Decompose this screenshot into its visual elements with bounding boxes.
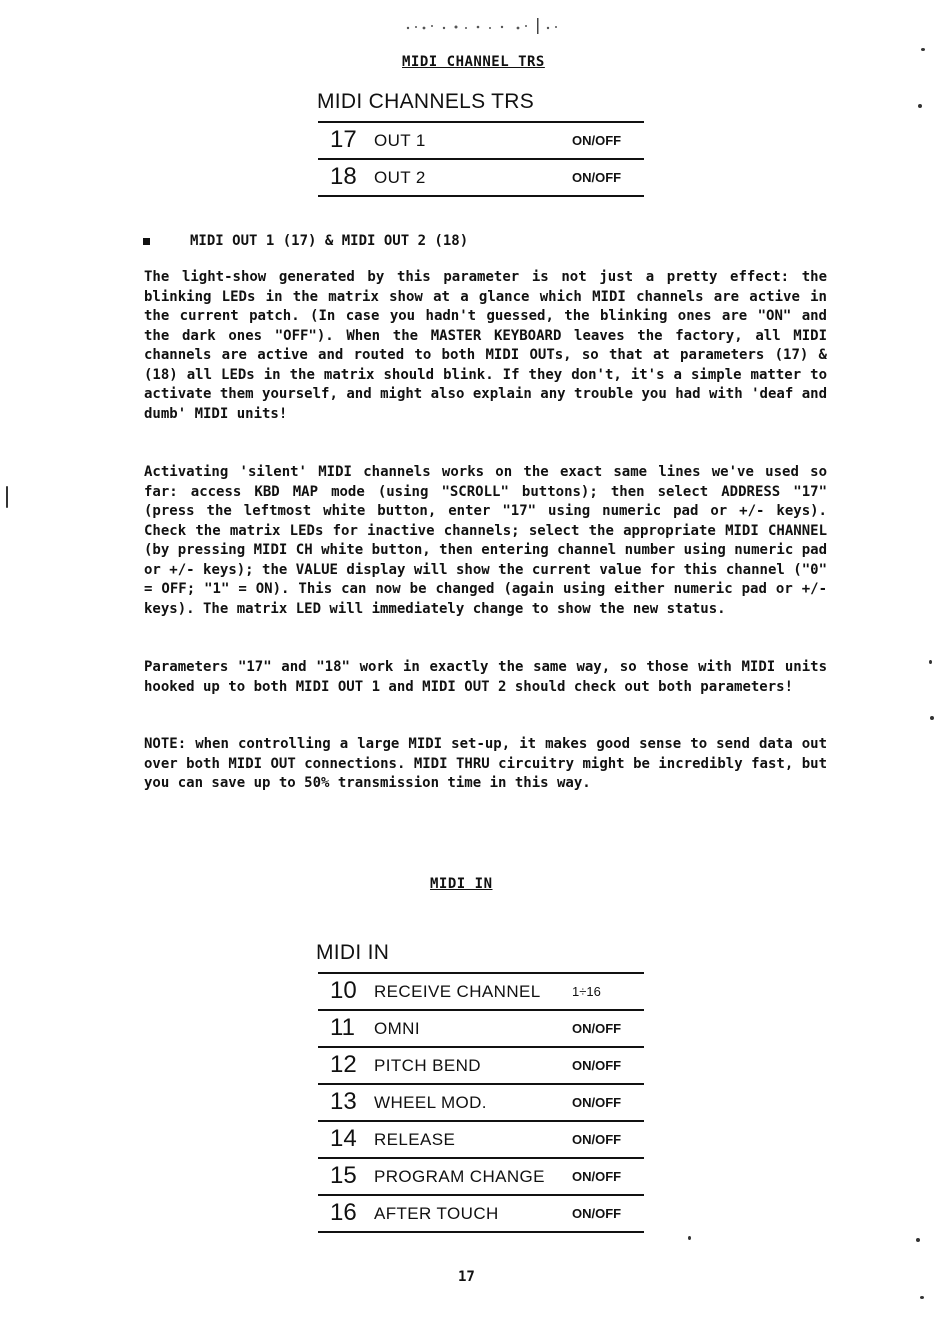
param-range: ON/OFF (572, 1132, 622, 1147)
bullet-icon (143, 238, 150, 245)
param-range: ON/OFF (572, 170, 622, 185)
table-row (318, 1159, 644, 1196)
param-number: 18 (330, 163, 357, 190)
subsection-heading-text: MIDI OUT 1 (17) & MIDI OUT 2 (18) (190, 233, 469, 249)
param-number: 14 (330, 1125, 357, 1152)
param-number: 11 (330, 1014, 355, 1041)
param-label: PITCH BEND (374, 1056, 481, 1075)
param-label: WHEEL MOD. (374, 1093, 487, 1112)
param-label: AFTER TOUCH (374, 1204, 499, 1223)
trs-table (318, 121, 644, 197)
midi-in-table-title: MIDI IN (316, 941, 390, 964)
param-number: 13 (330, 1088, 357, 1115)
page-number: 17 (458, 1269, 475, 1285)
param-range: ON/OFF (572, 1058, 622, 1073)
param-range: ON/OFF (572, 1169, 622, 1184)
scan-speck (6, 486, 8, 508)
subsection-heading (143, 233, 468, 249)
scan-speck (930, 716, 934, 720)
param-label: OUT 1 (374, 131, 426, 150)
body-paragraph: The light-show generated by this parameter is not just a pretty effect: the blinking LEDs in the matrix show at a glance which MIDI channels are active in the current patch. (In case you hadn't guessed, the blinking ones are "ON" and the dark ones "OFF"). When the MASTER KEYBOARD leaves the factory, all MIDI channels are active and routed to both MIDI OUTs, so that at parameters (17) & (18) all LEDs in the matrix should blink. If they don't, it's a simple matter to activate them yourself, and might also explain any trouble you had with 'deaf and dumb' MIDI units! (144, 269, 827, 422)
table-row (318, 1085, 644, 1122)
param-label: RECEIVE CHANNEL (374, 982, 541, 1001)
param-number: 16 (330, 1199, 357, 1226)
param-number: 15 (330, 1162, 357, 1189)
note-paragraph: NOTE: when controlling a large MIDI set-up, it makes good sense to send data out over both MIDI OUT connections. MIDI THRU circuitry might be incredibly fast, but you can save up to 50% transmission time in this way. (144, 736, 827, 791)
table-row (318, 1122, 644, 1159)
param-label: OMNI (374, 1019, 420, 1038)
table-row (318, 1048, 644, 1085)
body-paragraph: Parameters "17" and "18" work in exactly the same way, so those with MIDI units hooked up to both MIDI OUT 1 and MIDI OUT 2 should check out both parameters! (144, 659, 827, 695)
param-label: OUT 2 (374, 168, 426, 187)
section-heading-trs: MIDI CHANNEL TRS (402, 54, 545, 70)
param-range: ON/OFF (572, 1206, 622, 1221)
table-row (318, 1196, 644, 1233)
param-range: ON/OFF (572, 1021, 622, 1036)
param-label: RELEASE (374, 1130, 456, 1149)
param-range: ON/OFF (572, 1095, 622, 1110)
param-range: ON/OFF (572, 133, 622, 148)
table-row (318, 160, 644, 197)
param-label: PROGRAM CHANGE (374, 1167, 545, 1186)
body-paragraph: Activating 'silent' MIDI channels works on the exact same lines we've used so far: access KBD MAP mode (using "SCROLL" buttons); then select ADDRESS "17" (press the leftmost white button, enter "17" using numeric pad or +/- keys). Check the matrix LEDs for inactive channels; select the appropriate MIDI CHANNEL (by pressing MIDI CH white button, then entering channel number using numeric pad or +/- keys); the VALUE display will show the current value for this channel ("0" = OFF; "1" = ON). This can now be changed (again using either numeric pad or +/- keys). The matrix LED will immediately change to show the new status. (144, 464, 827, 617)
param-number: 17 (330, 126, 357, 153)
scan-smudge (398, 18, 568, 34)
scan-speck (916, 1238, 920, 1242)
section-heading-midi-in: MIDI IN (430, 876, 493, 892)
trs-table-title: MIDI CHANNELS TRS (317, 90, 535, 113)
scan-speck (929, 660, 932, 664)
scan-speck (921, 48, 925, 51)
table-row (318, 974, 644, 1011)
table-row (318, 123, 644, 160)
midi-in-table (318, 972, 644, 1233)
scan-speck (920, 1296, 924, 1299)
scan-speck (688, 1236, 691, 1240)
param-number: 12 (330, 1051, 357, 1078)
param-number: 10 (330, 977, 357, 1004)
table-row (318, 1011, 644, 1048)
param-range: 1÷16 (572, 984, 601, 999)
scan-speck (918, 104, 922, 108)
